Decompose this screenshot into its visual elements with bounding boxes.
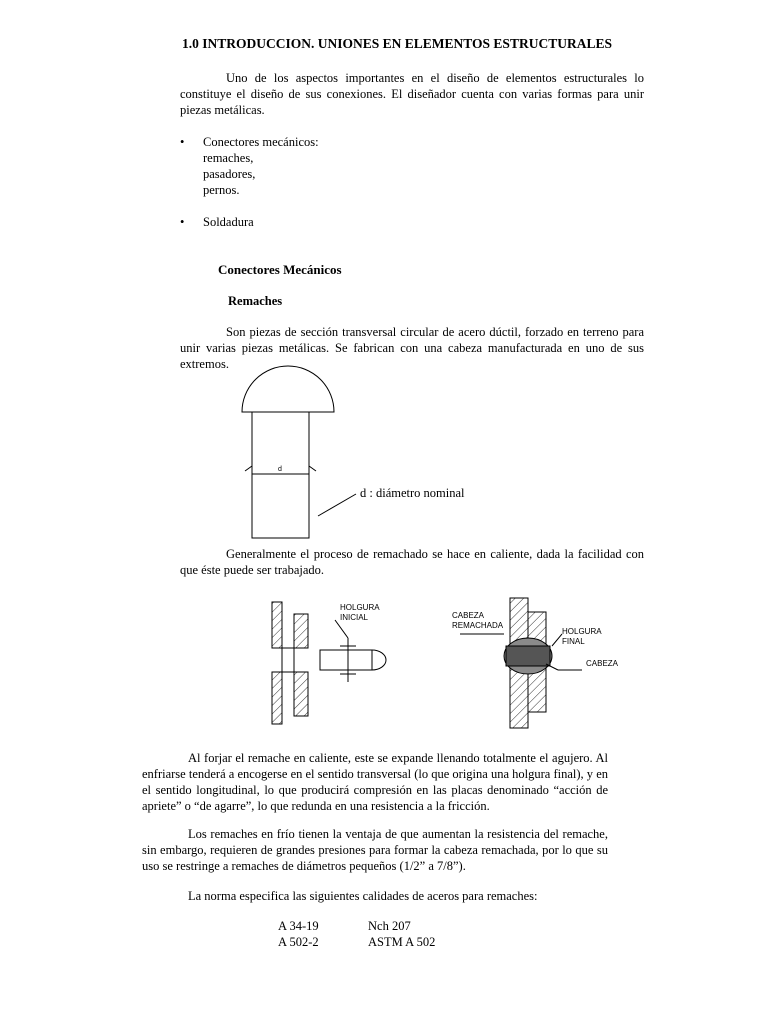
rivet-head (242, 366, 334, 412)
bullet-symbol: • (180, 135, 185, 149)
table-row (278, 918, 435, 934)
plate-a-top (510, 598, 528, 644)
intro-paragraph: Uno de los aspectos importantes en el diseño de elementos estructurales lo constituye el diseño de sus conexiones. El diseñador cuenta con varias formas para unir piezas metálicas. (180, 71, 644, 117)
norma-paragraph: La norma especifica las siguientes calidades de aceros para remaches: (188, 889, 538, 903)
plate-right-top (294, 614, 308, 648)
frio-paragraph: Los remaches en frío tienen la ventaja de que aumentan la resistencia del remache, sin embargo, requieren de grandes presiones para formar la cabeza remachada, por lo que su uso se restringe a remaches de diámetros pequeños (1/2” a 7/8”). (142, 827, 608, 873)
table-cell: A 502-2 (278, 935, 319, 949)
label-holgura-final: HOLGURA (562, 627, 602, 636)
label-cabeza-right: CABEZA (586, 659, 619, 668)
label-final: FINAL (562, 637, 585, 646)
rivet-shank (252, 412, 309, 538)
subsection-heading: Remaches (228, 294, 283, 308)
bullet-list (180, 134, 319, 230)
plate-b-bottom (528, 668, 546, 712)
diameter-caption: d : diámetro nominal (360, 486, 465, 500)
label-cabeza: CABEZA (452, 611, 485, 620)
rivet-figure (230, 360, 480, 545)
section-heading: Conectores Mecánicos (218, 262, 342, 277)
leader-holgura-final (552, 634, 562, 646)
subitem: remaches, (203, 151, 254, 165)
label-holgura: HOLGURA (340, 603, 380, 612)
subitem: pasadores, (203, 167, 256, 181)
dimension-tick-right (309, 466, 316, 471)
bullet-label: Soldadura (203, 215, 254, 229)
steel-grades-table (278, 918, 435, 950)
table-row (278, 934, 435, 950)
table-cell: ASTM A 502 (368, 935, 436, 949)
bullet-item-soldadura (180, 214, 319, 230)
rivet-shank-final (506, 646, 550, 666)
bullet-item-conectores (180, 134, 319, 198)
plate-left-bottom (272, 672, 282, 724)
plate-a-bottom (510, 668, 528, 728)
leader-cabeza (546, 664, 558, 670)
subitem: pernos. (203, 183, 240, 197)
caliente-paragraph: Generalmente el proceso de remachado se hace en caliente, dada la facilidad con que éste puede ser trabajado. (180, 547, 644, 577)
diameter-symbol: d (278, 466, 282, 473)
dimension-tick-left (245, 466, 252, 471)
remaches-paragraph: Son piezas de sección transversal circular de acero dúctil, forzado en terreno para unir varias piezas metálicas. Se fabrican con una cabeza manufacturada en uno de sus extremos. (180, 325, 644, 371)
leader-line (318, 494, 356, 516)
plate-left-top (272, 602, 282, 648)
bullet-symbol: • (180, 215, 185, 229)
rivet-shank-initial (320, 650, 372, 670)
rivet-head-initial (372, 650, 386, 670)
page-title: 1.0 INTRODUCCION. UNIONES EN ELEMENTOS ESTRUCTURALES (182, 36, 612, 51)
table-cell: Nch 207 (368, 919, 411, 933)
forjar-paragraph: Al forjar el remache en caliente, este se expande llenando totalmente el agujero. Al enfriarse tenderá a encogerse en el sentido transversal (lo que origina una holgura final), y en el sentido longitudinal, lo que producirá compresión en las placas denominado “acción de apriete” o “de agarre”, lo que redunda en una resistencia a la fricción. (142, 751, 608, 813)
label-inicial: INICIAL (340, 613, 369, 622)
label-remachada: REMACHADA (452, 621, 504, 630)
plate-right-bottom (294, 672, 308, 716)
leader-holgura-inicial (335, 620, 348, 638)
initial-state-drawing (272, 602, 386, 724)
bullet-label: Conectores mecánicos: (203, 135, 319, 149)
table-cell: A 34-19 (278, 919, 319, 933)
riveting-figure (260, 590, 660, 730)
